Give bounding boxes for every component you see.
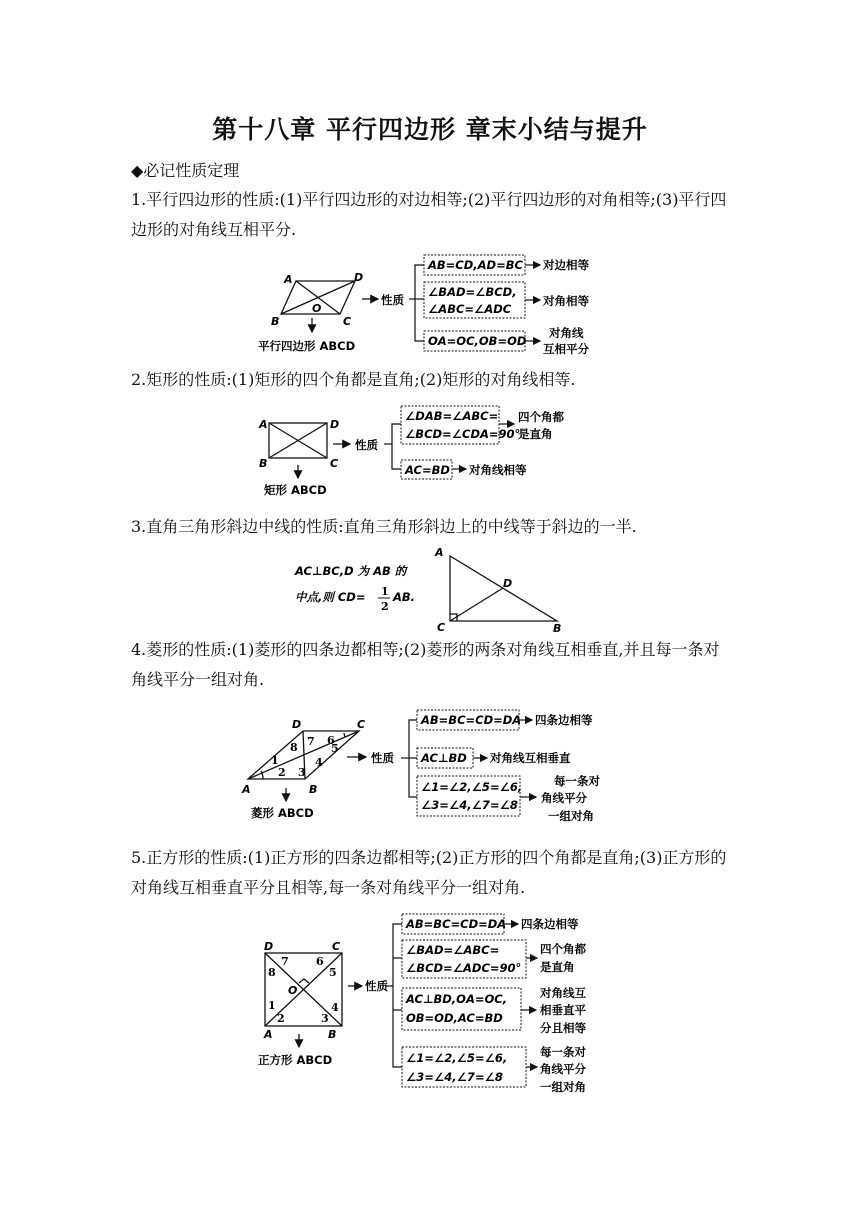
angle-6: 6 bbox=[327, 734, 335, 747]
property-label: 性质 bbox=[355, 438, 378, 452]
section-2-text: 2.矩形的性质:(1)矩形的四个角都是直角;(2)矩形的对角线相等. bbox=[131, 370, 576, 389]
label-o: O bbox=[288, 984, 298, 997]
row-2-result: 对角线相等 bbox=[469, 463, 527, 477]
property-label: 性质 bbox=[371, 751, 394, 765]
row-3-result-1: 对角线互 bbox=[540, 986, 586, 1000]
row-3-line-1: AC⊥BD,OA=OC, bbox=[406, 992, 508, 1006]
row-4-result-1: 每一条对 bbox=[540, 1045, 586, 1059]
row-4-line-2: ∠3=∠4,∠7=∠8 bbox=[406, 1070, 503, 1084]
row-3-result-1: 每一条对 bbox=[554, 774, 600, 788]
row-3-line-1: ∠1=∠2,∠5=∠6, bbox=[421, 780, 523, 794]
row-2-line-1: AC=BD bbox=[405, 463, 450, 477]
figure-caption: 菱形 ABCD bbox=[251, 806, 314, 820]
angle-4: 4 bbox=[331, 1001, 339, 1014]
label-a: A bbox=[264, 1028, 273, 1041]
section-4-text: 4.菱形的性质:(1)菱形的四条边都相等;(2)菱形的两条对角线互相垂直,并且每一条对角线平分一组对角. bbox=[131, 640, 720, 689]
property-label: 性质 bbox=[381, 293, 404, 307]
angle-6: 6 bbox=[316, 955, 324, 968]
row-3-line-2: OB=OD,AC=BD bbox=[406, 1011, 503, 1025]
row-4-line-1: ∠1=∠2,∠5=∠6, bbox=[406, 1051, 508, 1065]
property-label: 性质 bbox=[365, 979, 388, 993]
angle-2: 2 bbox=[277, 1012, 285, 1025]
angle-1: 1 bbox=[268, 999, 276, 1012]
condition-line-2b: AB. bbox=[393, 590, 416, 604]
angle-1: 1 bbox=[271, 754, 279, 767]
label-b: B bbox=[309, 783, 318, 796]
label-b: B bbox=[259, 457, 268, 470]
label-o: O bbox=[312, 302, 322, 315]
fraction-denominator: 2 bbox=[381, 600, 389, 613]
angle-3: 3 bbox=[321, 1012, 329, 1025]
row-1-line-1: AB=CD,AD=BC bbox=[428, 258, 523, 272]
row-3-result-3: 一组对角 bbox=[548, 809, 594, 823]
row-4-result-2: 角线平分 bbox=[540, 1062, 586, 1076]
page-title: 第十八章 平行四边形 章末小结与提升 bbox=[212, 115, 648, 144]
label-c: C bbox=[330, 457, 339, 470]
label-a: A bbox=[284, 273, 293, 286]
label-d: D bbox=[292, 718, 302, 731]
row-1-result-1: 四个角都 bbox=[518, 410, 564, 424]
section-3-text: 3.直角三角形斜边中线的性质:直角三角形斜边上的中线等于斜边的一半. bbox=[131, 517, 637, 536]
row-2-line-2: ∠BCD=∠ADC=90° bbox=[406, 961, 522, 975]
row-3-result-1: 对角线 bbox=[549, 326, 584, 340]
row-2-line-1: ∠BAD=∠ABC= bbox=[406, 943, 500, 957]
row-3-result-2: 角线平分 bbox=[541, 791, 587, 805]
label-d: D bbox=[503, 577, 513, 590]
row-1-result: 四条边相等 bbox=[521, 917, 579, 931]
label-c: C bbox=[357, 718, 366, 731]
row-2-line-1: ∠BAD=∠BCD, bbox=[428, 285, 517, 299]
row-2-line-1: AC⊥BD bbox=[421, 751, 467, 765]
section-1-text: 1.平行四边形的性质:(1)平行四边形的对边相等;(2)平行四边形的对角相等;(3)平行四边形的对角线互相平分. bbox=[131, 190, 727, 239]
row-4-result-3: 一组对角 bbox=[540, 1080, 586, 1094]
row-3-result-3: 分且相等 bbox=[540, 1021, 586, 1035]
label-b: B bbox=[271, 315, 280, 328]
label-a: A bbox=[242, 783, 251, 796]
row-2-result-2: 是直角 bbox=[540, 960, 575, 974]
angle-2: 2 bbox=[278, 766, 286, 779]
section-5-text: 5.正方形的性质:(1)正方形的四条边都相等;(2)正方形的四个角都是直角;(3)正方形的对角线互相垂直平分且相等,每一条对角线平分一组对角. bbox=[131, 848, 727, 897]
figure-caption: 矩形 ABCD bbox=[264, 483, 327, 497]
angle-3: 3 bbox=[298, 766, 306, 779]
fraction-numerator: 1 bbox=[381, 585, 389, 598]
parallelogram-figure bbox=[281, 281, 378, 332]
angle-4: 4 bbox=[315, 756, 323, 769]
label-c: C bbox=[332, 940, 341, 953]
row-1-line-1: ∠DAB=∠ABC= bbox=[405, 409, 499, 423]
condition-line-1: AC⊥BC,D 为 AB 的 bbox=[295, 564, 407, 578]
label-a: A bbox=[259, 418, 268, 431]
label-b: B bbox=[553, 622, 562, 635]
row-1-line-2: ∠BCD=∠CDA=90° bbox=[405, 427, 521, 441]
angle-8: 8 bbox=[268, 966, 276, 979]
row-3-result-2: 互相平分 bbox=[543, 342, 589, 356]
row-1-line-1: AB=BC=CD=DA bbox=[421, 713, 522, 727]
angle-7: 7 bbox=[307, 735, 315, 748]
row-3-result-2: 相垂直平 bbox=[540, 1003, 586, 1017]
square-figure bbox=[265, 953, 362, 1047]
row-1-line-1: AB=BC=CD=DA bbox=[406, 917, 507, 931]
label-d: D bbox=[330, 418, 340, 431]
condition-line-2a: 中点,则 CD= bbox=[295, 590, 366, 604]
row-1-result: 四条边相等 bbox=[535, 713, 593, 727]
angle-5: 5 bbox=[329, 966, 337, 979]
label-c: C bbox=[437, 621, 446, 634]
label-a: A bbox=[435, 546, 444, 559]
figure-caption: 正方形 ABCD bbox=[258, 1053, 333, 1067]
section-heading: ◆必记性质定理 bbox=[131, 161, 240, 180]
row-1-result: 对边相等 bbox=[543, 258, 589, 272]
figure-caption: 平行四边形 ABCD bbox=[258, 339, 356, 353]
row-2-line-2: ∠ABC=∠ADC bbox=[428, 302, 512, 316]
row-3-line-2: ∠3=∠4,∠7=∠8 bbox=[421, 798, 518, 812]
label-c: C bbox=[343, 315, 352, 328]
label-d: D bbox=[354, 271, 364, 284]
row-2-result: 对角相等 bbox=[543, 294, 589, 308]
row-1-result-2: 是直角 bbox=[518, 427, 553, 441]
label-d: D bbox=[264, 940, 274, 953]
angle-7: 7 bbox=[281, 955, 289, 968]
angle-5: 5 bbox=[331, 742, 339, 755]
label-b: B bbox=[328, 1028, 337, 1041]
angle-8: 8 bbox=[290, 741, 298, 754]
row-2-result: 对角线互相垂直 bbox=[490, 751, 571, 765]
row-2-result-1: 四个角都 bbox=[540, 942, 586, 956]
row-3-line-1: OA=OC,OB=OD bbox=[428, 334, 527, 348]
